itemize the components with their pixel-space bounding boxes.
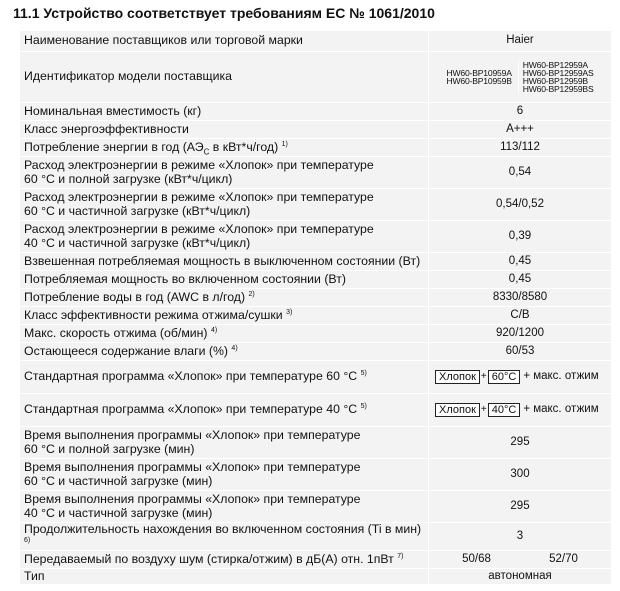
table-row (20, 31, 612, 52)
row-label: Взвешенная потребляемая мощность в выключенном состоянии (Вт) (20, 253, 429, 271)
model-id: HW60-BP10959B (446, 76, 512, 86)
model-id: HW60-BP12959AS (522, 68, 594, 78)
table-row (20, 52, 612, 103)
table-row (20, 189, 612, 221)
table-row (20, 157, 612, 189)
row-value: 3 (429, 523, 612, 551)
row-label: Продолжительность нахождения во включенном состояния (Ti в мин) $^{6)}$ (20, 523, 429, 551)
row-value: 300 (429, 459, 612, 491)
row-value (429, 551, 612, 569)
row-label: Класс энергоэффективности (20, 121, 429, 139)
program-value: Хлопок + 40°С + макс. отжим (429, 394, 612, 427)
cotton-program-tag: Хлопок (435, 403, 480, 417)
row-label: Идентификатор модели поставщика (20, 52, 429, 103)
row-value: C/B (429, 307, 612, 325)
row-label: Время выполнения программы «Хлопок» при температуре 40 °С и частичной загрузке (мин) (20, 491, 429, 523)
table-row (20, 325, 612, 343)
table-row (20, 221, 612, 253)
row-label: Макс. скорость отжима (об/мин) $^{4)}$ (20, 325, 429, 343)
table-row (20, 139, 612, 157)
row-label: Класс эффективности режима отжима/сушки $^{3)}$ (20, 307, 429, 325)
row-label: Время выполнения программы «Хлопок» при температуре 60 °С и частичной загрузке (мин) (20, 459, 429, 491)
model-id: HW60-BP10959A (446, 68, 512, 78)
row-value: 295 (429, 491, 612, 523)
row-value: 60/53 (429, 343, 612, 361)
model-id: HW60-BP12959A (522, 60, 588, 70)
row-label: Тип (20, 569, 429, 585)
program-value: Хлопок + 60°С + макс. отжим (429, 361, 612, 394)
table-row (20, 103, 612, 121)
model-id: HW60-BP12959BS (522, 84, 594, 94)
row-value: 8330/8580 (429, 289, 612, 307)
table-row (20, 569, 612, 585)
table-row (20, 343, 612, 361)
row-value: 0,54/0,52 (429, 189, 612, 221)
row-value: A+++ (429, 121, 612, 139)
row-label: Расход электроэнергии в режиме «Хлопок» при температуре 40 °С и частичной загрузке (кВт*ч/цикл) (20, 221, 429, 253)
model-list-b (518, 61, 594, 93)
table-row (20, 121, 612, 139)
row-value: 113/112 (429, 139, 612, 157)
table-row (20, 361, 612, 394)
row-value: 0,54 (429, 157, 612, 189)
row-label: Расход электроэнергии в режиме «Хлопок» при температуре 60 °С и частичной загрузке (кВт*ч/цикл) (20, 189, 429, 221)
cotton-program-tag: Хлопок (435, 370, 480, 384)
row-label: Потребляемая мощность во включенном состоянии (Вт) (20, 271, 429, 289)
row-value: автономная (429, 569, 612, 585)
row-value: 0,39 (429, 221, 612, 253)
row-label: Расход электроэнергии в режиме «Хлопок» при температуре 60 °С и полной загрузке (кВт*ч/цикл) (20, 157, 429, 189)
row-label: Потребление воды в год (AWC в л/год) $^{2)}$ (20, 289, 429, 307)
noise-value-b: 52/70 (549, 552, 578, 565)
row-value: Haier (429, 31, 612, 52)
table-row (20, 307, 612, 325)
row-label: Номинальная вместимость (кг) (20, 103, 429, 121)
spec-table (19, 30, 612, 585)
table-row (20, 394, 612, 427)
row-value: 6 (429, 103, 612, 121)
section-title: 11.1 Устройство соответствует требованиям ЕС № 1061/2010 (13, 5, 435, 21)
temperature-tag: 40°С (488, 403, 521, 417)
table-row (20, 289, 612, 307)
row-label: Остающееся содержание влаги (%) $^{4)}$ (20, 343, 429, 361)
model-id: HW60-BP12959B (522, 76, 588, 86)
table-row (20, 491, 612, 523)
noise-value-a: 50/68 (462, 552, 491, 565)
row-value: 295 (429, 427, 612, 459)
row-label: Наименование поставщиков или торговой марки (20, 31, 429, 52)
table-row (20, 253, 612, 271)
table-row (20, 459, 612, 491)
row-label: Стандартная программа «Хлопок» при температуре 60 °С $^{5)}$ (20, 361, 429, 394)
row-value: 0,45 (429, 253, 612, 271)
row-label: Потребление энергии в год ($АЭ_C$ в кВт*ч/год) $^{1)}$ (20, 139, 429, 157)
table-row (20, 427, 612, 459)
table-row (20, 271, 612, 289)
row-label: Время выполнения программы «Хлопок» при температуре 60 °С и полной загрузке (мин) (20, 427, 429, 459)
row-label: Передаваемый по воздуху шум (стирка/отжим) в дБ(А) отн. 1пВт $^{7)}$ (20, 551, 429, 569)
row-label: Стандартная программа «Хлопок» при температуре 40 °С $^{5)}$ (20, 394, 429, 427)
row-value: 920/1200 (429, 325, 612, 343)
table-row (20, 551, 612, 569)
temperature-tag: 60°С (488, 370, 521, 384)
model-list-a (447, 69, 512, 85)
table-row (20, 523, 612, 551)
row-value: 0,45 (429, 271, 612, 289)
model-values (429, 52, 612, 103)
